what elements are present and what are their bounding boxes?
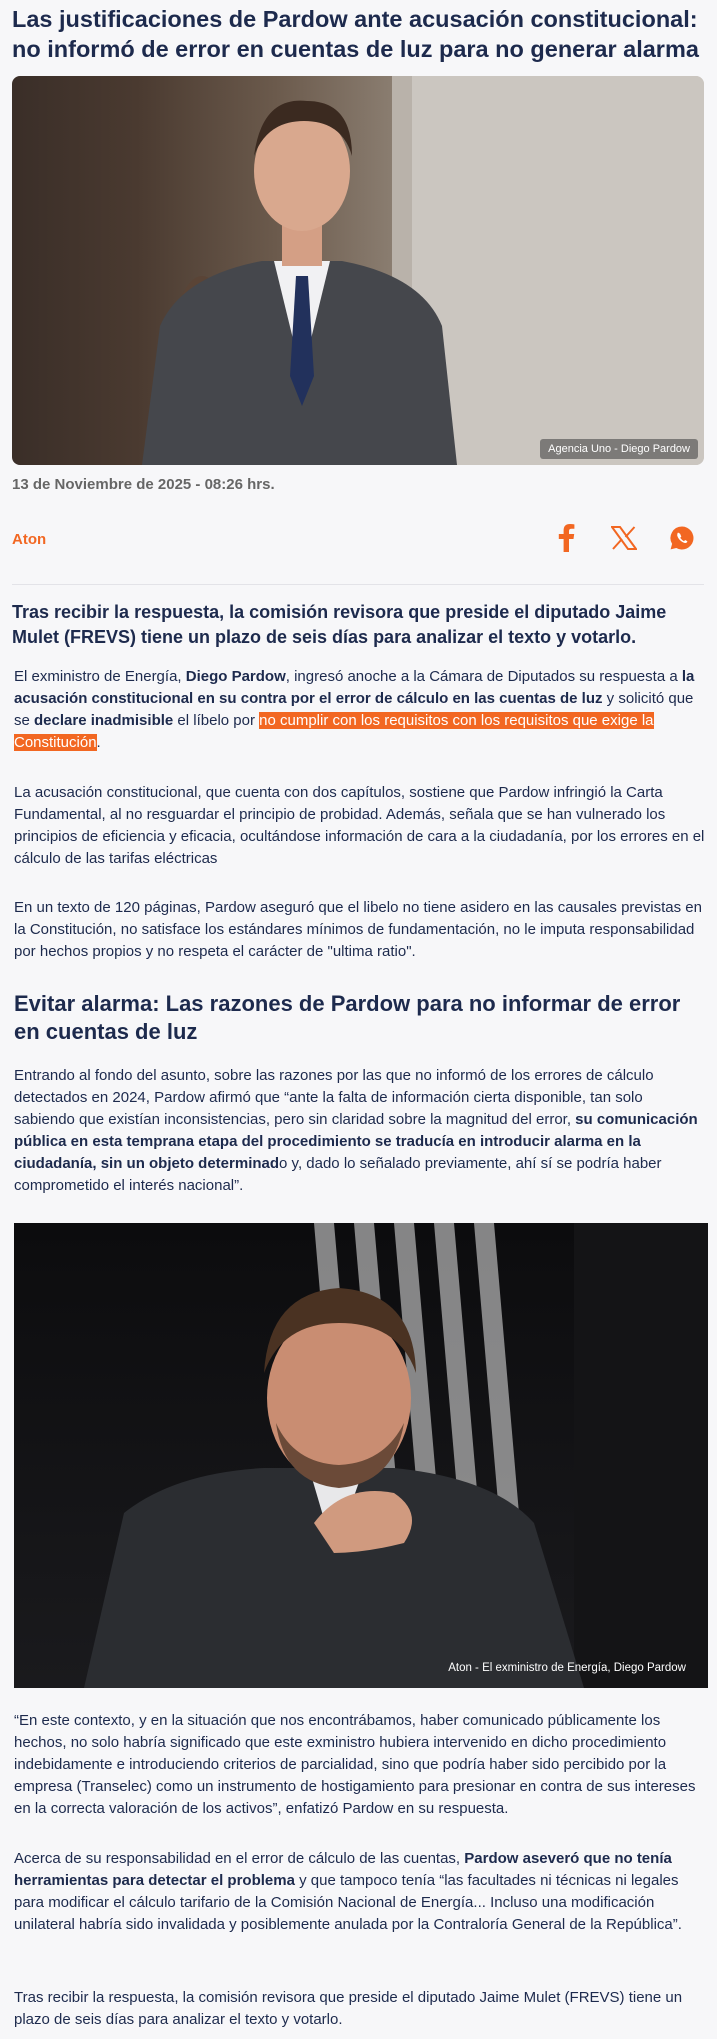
section-heading: Evitar alarma: Las razones de Pardow para no informar de error en cuentas de luz	[14, 991, 681, 1044]
article-lead: Tras recibir la respuesta, la comisión revisora que preside el diputado Jaime Mulet (FREVS) tiene un plazo de seis días para analizar el texto y votarlo.	[12, 602, 667, 647]
p1-text: El exministro de Energía,	[14, 668, 186, 685]
paragraph-6	[14, 1848, 706, 1936]
paragraph-4	[14, 1065, 706, 1197]
paragraph-1	[14, 666, 706, 754]
paragraph-2: La acusación constitucional, que cuenta con dos capítulos, sostiene que Pardow infringió la Carta Fundamental, al no resguardar el principio de probidad. Además, señala que se han vulnerado los principios de eficiencia y eficacia, ocultándose información de cara a la ciudadanía, por los errores en el cálculo de las tarifas eléctricas	[14, 784, 705, 867]
article-photo	[14, 1223, 708, 1688]
p4-text: o y, dado lo señalado previamente, ahí sí se podría haber comprometido el interés nacional”.	[14, 1155, 662, 1194]
p1-text: el líbelo por	[173, 712, 260, 729]
whatsapp-icon	[669, 525, 695, 551]
p1-text: .	[96, 734, 101, 751]
p1-highlight-link[interactable]: no cumplir con los requisitos con los requisitos que exige la Constitución	[14, 712, 654, 751]
p4-bold: su comunicación pública en esta temprana etapa del procedimiento se traducía en introducir alarma en la ciudadanía, sin un objeto determinad	[14, 1111, 698, 1172]
paragraph-7: Tras recibir la respuesta, la comisión revisora que preside el diputado Jaime Mulet (FREVS) tiene un plazo de seis días para analizar el texto y votarlo.	[14, 1989, 683, 2028]
hero-caption: Agencia Uno - Diego Pardow	[540, 439, 698, 459]
share-facebook-button[interactable]	[549, 521, 583, 555]
hero-photo	[12, 76, 704, 465]
p4-text: Entrando al fondo del asunto, sobre las razones por las que no informó de los errores de cálculo detectados en 2024, Pardow afirmó que “ante la falta de información cierta disponible, tan solo sabiendo que existían inconsistencias, pero sin claridad sobre la magnitud del error,	[14, 1067, 654, 1128]
p1-text: , ingresó anoche a la Cámara de Diputados su respuesta a	[285, 668, 682, 685]
facebook-icon	[557, 524, 575, 552]
p1-text: y solicitó que se	[14, 690, 694, 729]
p6-text: Acerca de su responsabilidad en el error de cálculo de las cuentas,	[14, 1850, 465, 1867]
article-photo-illustration	[14, 1223, 708, 1688]
paragraph-5: “En este contexto, y en la situación que nos encontrábamos, haber comunicado públicamente los hechos, no solo habría significado que este exministro hubiera intervenido en dicho procedimiento indebidamente e introduciendo criterios de parcialidad, sino que podría haber sido percibido por la empresa (Transelec) como un instrumento de hostigamiento para presionar en contra de sus intereses en la correcta valoración de los activos”, enfatizó Pardow en su respuesta.	[14, 1712, 696, 1817]
publish-date: 13 de Noviembre de 2025 - 08:26 hrs.	[12, 476, 275, 493]
article-photo-caption: Aton - El exministro de Energía, Diego Pardow	[448, 1662, 686, 1674]
share-x-button[interactable]	[607, 521, 641, 555]
p1-bold-name: Diego Pardow	[185, 668, 286, 685]
share-whatsapp-button[interactable]	[665, 521, 699, 555]
share-bar	[549, 521, 699, 555]
x-icon	[611, 526, 637, 550]
p1-bold: la acusación constitucional en su contra por el error de cálculo en las cuentas de luz	[14, 668, 695, 707]
p6-text: y que tampoco tenía “las facultades ni técnicas ni legales para modificar el cálculo tarifario de la Comisión Nacional de Energía... Incluso una modificación unilateral habría sido invalidada y posiblemente anulada por la Contraloría General de la República”.	[14, 1872, 682, 1933]
paragraph-3: En un texto de 120 páginas, Pardow aseguró que el libelo no tiene asidero en las causales previstas en la Constitución, no satisface los estándares mínimos de fundamentación, no le imputa responsabilidad por hechos propios y no respeta el carácter de "ultima ratio".	[14, 899, 702, 960]
p6-bold: Pardow aseveró que no tenía herramientas para detectar el problema	[14, 1850, 672, 1889]
hero-illustration	[12, 76, 704, 465]
article-title: Las justificaciones de Pardow ante acusación constitucional: no informó de error en cuentas de luz para no generar alarma	[12, 6, 699, 62]
p1-bold: declare inadmisible	[34, 712, 174, 729]
author-link[interactable]: Aton	[12, 531, 47, 548]
divider	[12, 584, 704, 585]
